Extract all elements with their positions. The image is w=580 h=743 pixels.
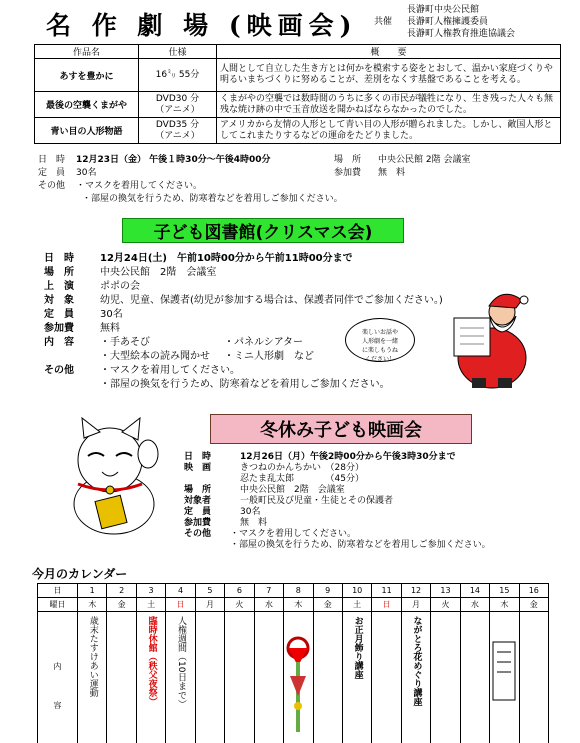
calendar-weekday: 土 — [136, 598, 165, 612]
film-title: 最後の空襲くまがや — [35, 92, 139, 118]
film-row — [35, 92, 561, 118]
calendar-day-number: 3 — [136, 584, 165, 598]
calendar-day-number: 5 — [195, 584, 224, 598]
other-label: その他 — [184, 529, 212, 539]
calendar-event-text: 人権週間（10日まで） — [176, 616, 187, 709]
calendar-weekday: 金 — [107, 598, 136, 612]
capacity-value: 30名 — [240, 507, 261, 517]
calendar-event-text: 臨時休館（秩父夜祭） — [146, 616, 157, 706]
calendar-day-cell — [460, 612, 489, 743]
calendar-day-number: 2 — [107, 584, 136, 598]
calendar-day-number: 12 — [401, 584, 430, 598]
note-mask: ・マスクを着用してください。 — [100, 365, 240, 376]
calendar-day-cell — [107, 612, 136, 743]
sponsor-label: 共催 — [374, 17, 393, 27]
film-spec: DVD35 分 （アニメ） — [139, 118, 217, 144]
calendar-day-cell — [313, 612, 342, 743]
content-label-1: 内 — [53, 661, 62, 671]
note-mask: ・マスクを着用してください。 — [76, 181, 203, 191]
content-item: ・パネルシアター — [224, 337, 304, 348]
date-value: 12月26日（月）午後2時00分から午後3時30分まで — [240, 452, 456, 462]
content-item: ・手あそび — [100, 337, 150, 348]
sponsor-2: 長瀞町人権擁護委員 — [407, 17, 489, 27]
content-item: ・ミニ人形劇 など — [224, 351, 314, 362]
performer-value: ポポの会 — [100, 281, 140, 292]
capacity-value: 30名 — [76, 168, 97, 178]
calendar-weekday: 金 — [519, 598, 548, 612]
calendar-weekday: 木 — [284, 598, 313, 612]
calendar-event-text: 歳末たすけあい運動 — [87, 616, 98, 697]
winter-film-banner: 冬休み子ども映画会 — [210, 414, 472, 444]
calendar-day-number: 13 — [431, 584, 460, 598]
place-label: 場 所 — [44, 267, 74, 278]
calendar-day-number: 6 — [225, 584, 254, 598]
film-spec: DVD30 分 （アニメ） — [139, 92, 217, 118]
calendar-content-row — [38, 612, 549, 743]
calendar-weekday-row — [38, 598, 549, 612]
calendar-day-number: 14 — [460, 584, 489, 598]
film-summary: アメリカから友情の人形として青い目の人形が贈られました。しかし、敵国人形としてこれまたりするなどの運命をたどりました。 — [217, 118, 561, 144]
calendar-weekday: 火 — [225, 598, 254, 612]
place-value: 中央公民館 2階 会議室 — [100, 267, 217, 278]
place-label: 場 所 — [334, 155, 362, 165]
capacity-value: 30名 — [100, 309, 123, 320]
film-table-header — [35, 45, 561, 59]
calendar-weekday: 木 — [490, 598, 519, 612]
sponsor-1: 長瀞町中央公民館 — [407, 5, 480, 15]
film-row — [35, 118, 561, 144]
film-row — [35, 59, 561, 92]
capacity-label: 定 員 — [44, 309, 74, 320]
place-label: 場 所 — [184, 485, 212, 495]
capacity-label: 定 員 — [38, 168, 66, 178]
fee-label: 参加費 — [334, 168, 362, 178]
new-year-decoration-icon — [284, 626, 312, 736]
note-mask: ・マスクを着用してください。 — [230, 529, 357, 539]
film-title: 青い目の人形物語 — [35, 118, 139, 144]
calendar-day-number: 8 — [284, 584, 313, 598]
calendar-day-cell — [78, 612, 107, 743]
film-spec: 16㍉ 55分 — [139, 59, 217, 92]
film-item: 忍たま乱太郎 （45分） — [240, 474, 364, 484]
page-title: 名 作 劇 場 (映画会) — [46, 11, 358, 40]
capacity-label: 定 員 — [184, 507, 212, 517]
other-label: その他 — [38, 181, 66, 191]
target-label: 対 象 — [44, 295, 74, 306]
note-ventilation: ・部屋の換気を行うため、防寒着などを着用しご参加ください。 — [100, 379, 390, 390]
col-title-header: 作品名 — [35, 45, 139, 59]
calendar-day-number: 15 — [490, 584, 519, 598]
calendar-weekday: 金 — [313, 598, 342, 612]
new-year-card-icon — [490, 636, 518, 706]
calendar-day-cell — [519, 612, 548, 743]
calendar-day-number: 11 — [372, 584, 401, 598]
weekday-header-label: 曜日 — [38, 598, 78, 612]
calendar-weekday: 水 — [254, 598, 283, 612]
fee-value: 無 料 — [240, 518, 268, 528]
fee-label: 参加費 — [184, 518, 212, 528]
calendar-day-number: 9 — [313, 584, 342, 598]
lucky-cat-illustration — [52, 414, 172, 536]
calendar-day-cell — [195, 612, 224, 743]
col-spec-header: 仕様 — [139, 45, 217, 59]
calendar-weekday: 月 — [195, 598, 224, 612]
calendar-day-cell — [225, 612, 254, 743]
calendar-day-row — [38, 584, 549, 598]
film-title: あすを豊かに — [35, 59, 139, 92]
christmas-banner: 子ども図書館(クリスマス会) — [122, 218, 404, 243]
col-summary-header: 概 要 — [217, 45, 561, 59]
calendar-day-number: 10 — [342, 584, 371, 598]
performer-label: 上 演 — [44, 281, 74, 292]
calendar-weekday: 土 — [342, 598, 371, 612]
christmas-info — [44, 249, 484, 389]
film-summary: くまがやの空襲では数時間のうちに多くの市民が犠牲になり、生き残った人々も無残な焼け跡の中で玉音放送を聞かねばならなかったのでした。 — [217, 92, 561, 118]
calendar-weekday: 木 — [78, 598, 107, 612]
calendar-day-cell — [490, 612, 519, 743]
content-item: ・大型絵本の読み聞かせ — [100, 351, 210, 362]
calendar-day-number: 16 — [519, 584, 548, 598]
calendar-day-cell — [254, 612, 283, 743]
film-label: 映 画 — [184, 463, 212, 473]
film-summary: 人間として自立した生き方とは何かを模索する姿をとおして、温かい家庭づくりや明るいまちづくりに努めることが、差別をなくす基盤であることを考える。 — [217, 59, 561, 92]
note-ventilation: ・部屋の換気を行うため、防寒着などを着用しご参加ください。 — [230, 540, 491, 550]
date-value: 12月24日(土) 午前10時00分から午前11時00分まで — [100, 253, 353, 264]
content-label-2: 容 — [53, 700, 62, 710]
speech-bubble: 楽しいお話や 人形劇を一緒 に楽しもうね ください！ — [345, 318, 415, 362]
place-value: 中央公民館 2階 会議室 — [240, 485, 345, 495]
calendar-event-text: お正月飾り講座 — [352, 616, 363, 679]
calendar-day-cell — [166, 612, 195, 743]
calendar-weekday: 水 — [460, 598, 489, 612]
date-value: 12月23日（金） 午後１時30分～午後4時00分 — [76, 155, 271, 165]
calendar-title: 今月のカレンダー — [32, 567, 128, 581]
calendar-day-number: 7 — [254, 584, 283, 598]
screening-info — [38, 154, 558, 206]
day-header-label: 日 — [38, 584, 78, 598]
calendar-day-number: 1 — [78, 584, 107, 598]
fee-value: 無料 — [100, 323, 120, 334]
date-label: 日 時 — [184, 452, 212, 462]
calendar-weekday: 火 — [431, 598, 460, 612]
sponsor-list — [407, 4, 515, 40]
calendar-weekday: 日 — [166, 598, 195, 612]
calendar-table — [37, 583, 549, 743]
film-table — [34, 44, 561, 144]
calendar-day-number: 4 — [166, 584, 195, 598]
fee-value: 無 料 — [378, 168, 406, 178]
fee-label: 参加費 — [44, 323, 74, 334]
calendar-day-cell — [401, 612, 430, 743]
content-label: 内 容 — [44, 337, 74, 348]
winter-film-info — [184, 449, 574, 548]
santa-illustration — [432, 286, 544, 392]
sponsor-3: 長瀞町人権教育推進協議会 — [407, 29, 516, 39]
calendar-event-text: ながとろ花めぐり講座 — [411, 616, 422, 706]
calendar-day-cell — [431, 612, 460, 743]
calendar-day-cell — [372, 612, 401, 743]
calendar-weekday: 日 — [372, 598, 401, 612]
calendar-day-cell — [136, 612, 165, 743]
calendar-day-cell — [284, 612, 313, 743]
date-label: 日 時 — [44, 253, 74, 264]
note-ventilation: ・部屋の換気を行うため、防寒着などを着用しご参加ください。 — [82, 194, 343, 204]
target-value: 一般町民及び児童・生徒とその保護者 — [240, 496, 394, 506]
calendar-day-cell — [342, 612, 371, 743]
target-value: 幼児、児童、保護者(幼児が参加する場合は、保護者同伴でご参加ください。) — [100, 295, 443, 306]
date-label: 日 時 — [38, 155, 66, 165]
content-header-label — [38, 612, 78, 743]
calendar-weekday: 月 — [401, 598, 430, 612]
target-label: 対象者 — [184, 496, 212, 506]
place-value: 中央公民館 2階 会議室 — [378, 155, 471, 165]
other-label: その他 — [44, 365, 74, 376]
film-item: きつねのかんちかい （28分） — [240, 463, 364, 473]
